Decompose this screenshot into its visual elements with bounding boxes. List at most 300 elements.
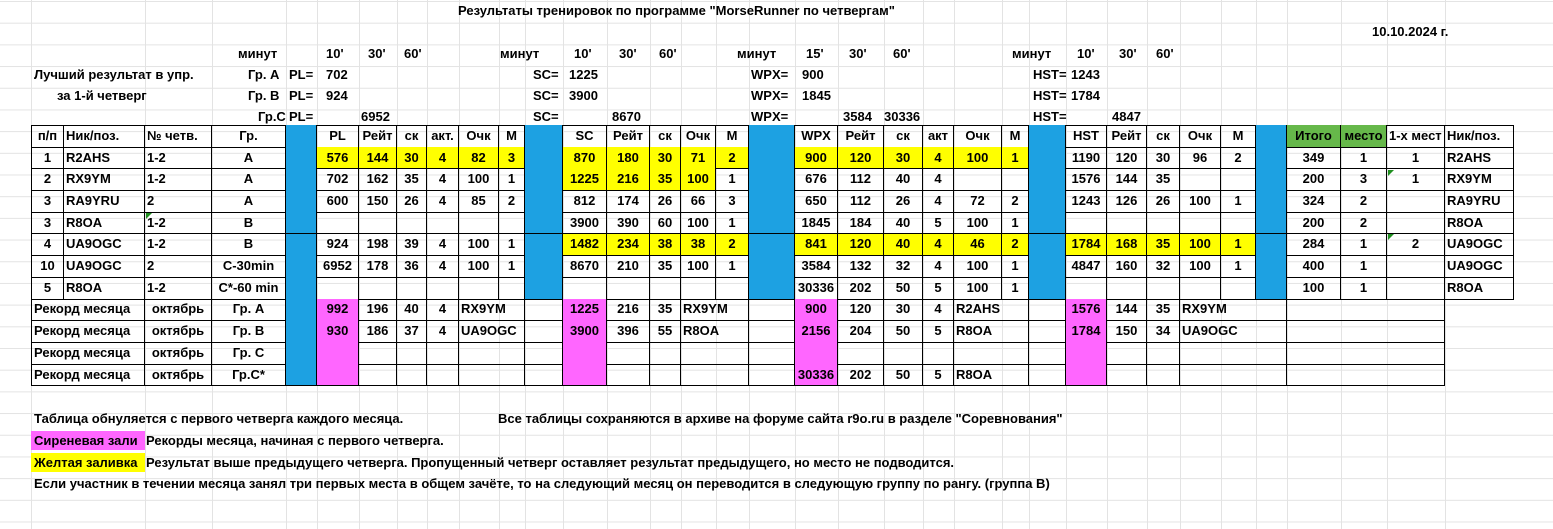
- table-cell: В: [212, 212, 286, 235]
- table-cell: 870: [563, 147, 607, 170]
- table-cell: 6952: [317, 255, 359, 278]
- comment-marker: [1388, 234, 1394, 240]
- table-cell: RA9YRU: [1445, 190, 1514, 213]
- note-reset: Таблица обнуляется с первого четверга каждого месяца.: [34, 411, 404, 426]
- best-pl-value: 6952: [361, 109, 390, 124]
- table-cell: 1: [1002, 277, 1029, 300]
- record-cell: 1576: [1066, 299, 1107, 322]
- record-cell: [1287, 342, 1445, 365]
- table-cell: [1387, 212, 1445, 235]
- table-cell: 1-2: [145, 212, 212, 235]
- record-cell: [1180, 342, 1287, 365]
- table-cell: RX9YM: [1445, 168, 1514, 191]
- table-cell: [1221, 212, 1256, 235]
- best-sc-value: 8670: [612, 109, 641, 124]
- table-cell: [317, 277, 359, 300]
- table-cell: UA9OGC: [1445, 234, 1514, 257]
- legend-yellow-swatch: Желтая заливка: [31, 453, 145, 472]
- best-header-pl-2: 30': [368, 46, 386, 61]
- record-cell: 930: [317, 320, 359, 343]
- table-cell: 100: [1180, 234, 1221, 257]
- table-cell: 3900: [563, 212, 607, 235]
- best-label: Лучший результат в упр.: [34, 67, 194, 82]
- table-cell: [286, 277, 317, 300]
- best-pl-key: PL=: [289, 88, 314, 103]
- table-cell: UA9OGC: [64, 255, 145, 278]
- table-cell: 3: [716, 190, 749, 213]
- record-month: октябрь: [145, 320, 212, 343]
- table-cell: [1147, 277, 1180, 300]
- table-cell: 4: [923, 147, 954, 170]
- record-cell: [212, 320, 286, 343]
- table-cell: 1-2: [145, 277, 212, 300]
- record-cell: 216: [607, 299, 650, 322]
- table-header-cell: М: [499, 125, 525, 148]
- table-cell: [525, 234, 563, 257]
- table-cell: 126: [1107, 190, 1147, 213]
- table-cell: 1784: [1066, 234, 1107, 257]
- best-wpx-value: 30336: [884, 109, 921, 124]
- table-cell: 100: [1180, 190, 1221, 213]
- table-cell: [525, 212, 563, 235]
- record-cell: [1287, 299, 1445, 322]
- best-header-hst-0: минут: [1012, 46, 1052, 61]
- table-cell: 35: [1147, 168, 1180, 191]
- table-header-cell: Очк: [1180, 125, 1221, 148]
- table-cell: [1180, 277, 1221, 300]
- sheet-title: Результаты тренировок по программе "MorseRunner по четвергам": [458, 3, 895, 18]
- record-cell: [459, 364, 525, 387]
- table-header-cell: Рейт: [1107, 125, 1147, 148]
- best-wpx-key: WPX=: [751, 88, 789, 103]
- table-cell: 112: [838, 190, 884, 213]
- table-cell: UA9OGC: [64, 234, 145, 257]
- table-cell: [1029, 255, 1066, 278]
- table-header-cell: PL: [317, 125, 359, 148]
- table-cell: [1066, 212, 1107, 235]
- table-cell: 30: [397, 147, 427, 170]
- table-cell: 1-2: [145, 234, 212, 257]
- table-cell: 202: [838, 277, 884, 300]
- record-cell: [1029, 342, 1066, 365]
- note-promotion: Если участник в течении месяца занял три первых места в общем зачёте, то на следующий месяц он переводится в следующую группу по рангу. (группа В): [34, 476, 1050, 491]
- table-header-cell: [286, 125, 317, 148]
- table-cell: 144: [359, 147, 397, 170]
- table-cell: [525, 168, 563, 191]
- table-cell: [286, 234, 317, 257]
- table-header-cell: ск: [884, 125, 923, 148]
- best-label-2: за 1-й четверг: [57, 88, 147, 103]
- table-cell: 150: [359, 190, 397, 213]
- table-cell: 1: [716, 255, 749, 278]
- record-cell: [1066, 342, 1107, 365]
- table-header-cell: 1-х мест: [1387, 125, 1445, 148]
- table-cell: [286, 190, 317, 213]
- record-cell: [286, 320, 317, 343]
- table-cell: 100: [459, 168, 499, 191]
- table-header-cell: Ник/поз.: [1445, 125, 1514, 148]
- record-cell: [427, 342, 459, 365]
- best-pl-value: 702: [326, 67, 348, 82]
- table-cell: 168: [1107, 234, 1147, 257]
- record-month: октябрь: [145, 299, 212, 322]
- table-header-cell: SC: [563, 125, 607, 148]
- table-cell: [397, 277, 427, 300]
- best-header-pl-3: 60': [404, 46, 422, 61]
- best-header-hst-2: 30': [1119, 46, 1137, 61]
- table-cell: RX9YM: [64, 168, 145, 191]
- table-cell: [525, 190, 563, 213]
- record-cell: [317, 364, 359, 387]
- table-cell: 1: [499, 255, 525, 278]
- record-cell: [359, 364, 397, 387]
- table-cell: 324: [1287, 190, 1341, 213]
- best-wpx-value: 900: [802, 67, 824, 82]
- table-cell: 1: [1341, 255, 1387, 278]
- record-cell: RX9YM: [459, 299, 525, 322]
- table-cell: R2AHS: [1445, 147, 1514, 170]
- table-cell: 1: [1002, 147, 1029, 170]
- best-hst-value: 1243: [1071, 67, 1100, 82]
- record-cell: [650, 342, 681, 365]
- table-cell: [1029, 168, 1066, 191]
- table-cell: 96: [1180, 147, 1221, 170]
- table-cell: 100: [954, 212, 1002, 235]
- table-cell: 180: [607, 147, 650, 170]
- table-header-cell: Рейт: [838, 125, 884, 148]
- record-cell: [525, 342, 563, 365]
- table-cell: 160: [1107, 255, 1147, 278]
- record-group: Гр. А: [212, 299, 286, 322]
- record-cell: 2156: [795, 320, 838, 343]
- table-cell: 100: [459, 234, 499, 257]
- table-cell: [563, 277, 607, 300]
- table-cell: [459, 277, 499, 300]
- table-cell: 5: [923, 277, 954, 300]
- table-cell: 35: [1147, 234, 1180, 257]
- table-header-cell: ск: [650, 125, 681, 148]
- record-cell: [525, 364, 563, 387]
- table-cell: 4: [427, 147, 459, 170]
- table-header-cell: ск: [1147, 125, 1180, 148]
- best-header-wpx-0: минут: [737, 46, 777, 61]
- record-cell: [359, 342, 397, 365]
- table-cell: 198: [359, 234, 397, 257]
- table-cell: UA9OGC: [1445, 255, 1514, 278]
- record-cell: [607, 342, 650, 365]
- table-cell: [1180, 168, 1221, 191]
- best-header-wpx-1: 15': [806, 46, 824, 61]
- table-header-cell: место: [1341, 125, 1387, 148]
- table-cell: 1: [1387, 168, 1445, 191]
- table-cell: [1029, 190, 1066, 213]
- record-label: Рекорд месяца: [31, 364, 145, 387]
- table-cell: 4: [427, 234, 459, 257]
- record-cell: [427, 364, 459, 387]
- record-cell: [1180, 364, 1287, 387]
- table-header-cell: [525, 125, 563, 148]
- record-cell: [1147, 342, 1180, 365]
- table-cell: [1387, 190, 1445, 213]
- record-cell: 35: [1147, 299, 1180, 322]
- legend-lilac-swatch: Сиреневая зали: [31, 431, 145, 450]
- record-cell: 900: [795, 299, 838, 322]
- table-cell: [1180, 212, 1221, 235]
- table-header-cell: п/п: [31, 125, 64, 148]
- record-cell: [749, 342, 795, 365]
- table-cell: 1: [1221, 234, 1256, 257]
- record-month: октябрь: [145, 364, 212, 387]
- table-cell: [749, 234, 795, 257]
- table-cell: 71: [681, 147, 716, 170]
- table-cell: [427, 212, 459, 235]
- table-cell: 1: [31, 147, 64, 170]
- table-cell: R2AHS: [64, 147, 145, 170]
- table-cell: [607, 277, 650, 300]
- table-cell: 2: [145, 255, 212, 278]
- table-header-cell: [1256, 125, 1287, 148]
- record-cell: [749, 299, 795, 322]
- table-cell: 2: [1341, 212, 1387, 235]
- record-cell: [286, 299, 317, 322]
- table-header-cell: Гр.: [212, 125, 286, 148]
- table-cell: 2: [716, 147, 749, 170]
- table-cell: 5: [923, 212, 954, 235]
- record-cell: 144: [1107, 299, 1147, 322]
- legend-yellow-text: Результат выше предыдущего четверга. Пропущенный четверг оставляет результат предыдущего, но место не подводится.: [146, 455, 955, 470]
- table-cell: 1576: [1066, 168, 1107, 191]
- table-cell: 4: [923, 255, 954, 278]
- record-cell: [397, 342, 427, 365]
- table-cell: 1225: [563, 168, 607, 191]
- record-cell: [1147, 364, 1180, 387]
- best-sc-key: SC=: [533, 109, 559, 124]
- table-cell: 100: [681, 212, 716, 235]
- table-cell: 2: [145, 190, 212, 213]
- table-cell: R8OA: [64, 277, 145, 300]
- table-header-cell: Очк: [954, 125, 1002, 148]
- table-cell: R8OA: [1445, 212, 1514, 235]
- table-cell: [1066, 277, 1107, 300]
- table-cell: 2: [1221, 147, 1256, 170]
- table-cell: 1-2: [145, 147, 212, 170]
- table-cell: [1256, 255, 1287, 278]
- table-cell: [499, 212, 525, 235]
- record-cell: 30: [884, 299, 923, 322]
- table-cell: [749, 168, 795, 191]
- record-cell: [884, 342, 923, 365]
- table-cell: 100: [1287, 277, 1341, 300]
- table-cell: 924: [317, 234, 359, 257]
- table-cell: [499, 277, 525, 300]
- table-cell: [1029, 234, 1066, 257]
- table-header-cell: акт.: [427, 125, 459, 148]
- record-cell: [1029, 299, 1066, 322]
- table-cell: 40: [884, 234, 923, 257]
- record-cell: 1225: [563, 299, 607, 322]
- table-cell: 26: [1147, 190, 1180, 213]
- table-cell: 26: [650, 190, 681, 213]
- table-cell: [1221, 277, 1256, 300]
- best-header-pl-0: минут: [238, 46, 278, 61]
- record-cell: R8OA: [954, 320, 1029, 343]
- table-cell: 132: [838, 255, 884, 278]
- table-header-cell: Итого: [1287, 125, 1341, 148]
- table-cell: [1029, 212, 1066, 235]
- record-cell: [212, 342, 286, 365]
- table-cell: 1: [1387, 147, 1445, 170]
- table-cell: 349: [1287, 147, 1341, 170]
- table-cell: 676: [795, 168, 838, 191]
- table-cell: 200: [1287, 212, 1341, 235]
- table-cell: 216: [607, 168, 650, 191]
- record-cell: UA9OGC: [459, 320, 525, 343]
- table-cell: 234: [607, 234, 650, 257]
- table-cell: А: [212, 147, 286, 170]
- table-cell: [427, 277, 459, 300]
- table-cell: 85: [459, 190, 499, 213]
- best-header-wpx-2: 30': [849, 46, 867, 61]
- record-cell: [607, 364, 650, 387]
- record-cell: [681, 342, 749, 365]
- best-header-sc-1: 10': [574, 46, 592, 61]
- table-header-cell: [749, 125, 795, 148]
- table-cell: 120: [838, 234, 884, 257]
- table-cell: 2: [1341, 190, 1387, 213]
- table-cell: 4: [427, 168, 459, 191]
- table-header-cell: Очк: [681, 125, 716, 148]
- best-group-label: Гр. В: [248, 88, 280, 103]
- table-cell: [716, 277, 749, 300]
- record-cell: R8OA: [681, 320, 749, 343]
- record-cell: 35: [650, 299, 681, 322]
- table-cell: 4: [427, 255, 459, 278]
- record-cell: [1107, 364, 1147, 387]
- table-cell: [1256, 277, 1287, 300]
- table-header-cell: Ник/поз.: [64, 125, 145, 148]
- table-cell: 184: [838, 212, 884, 235]
- table-cell: [749, 190, 795, 213]
- table-cell: 100: [954, 277, 1002, 300]
- table-cell: 3: [31, 212, 64, 235]
- record-cell: [681, 364, 749, 387]
- table-cell: 1: [716, 168, 749, 191]
- table-cell: 4: [923, 168, 954, 191]
- table-cell: 2: [716, 234, 749, 257]
- table-cell: [359, 212, 397, 235]
- record-cell: R2AHS: [954, 299, 1029, 322]
- best-hst-key: HST=: [1033, 88, 1067, 103]
- table-cell: 600: [317, 190, 359, 213]
- record-cell: 396: [607, 320, 650, 343]
- table-cell: [1256, 234, 1287, 257]
- table-cell: 2: [1002, 190, 1029, 213]
- record-cell: 196: [359, 299, 397, 322]
- table-cell: 26: [397, 190, 427, 213]
- table-cell: 26: [884, 190, 923, 213]
- table-cell: [1256, 212, 1287, 235]
- table-cell: 390: [607, 212, 650, 235]
- table-header-cell: WPX: [795, 125, 838, 148]
- comment-marker: [1388, 170, 1394, 176]
- table-cell: 1: [1341, 147, 1387, 170]
- record-month: октябрь: [145, 342, 212, 365]
- table-cell: 1845: [795, 212, 838, 235]
- table-cell: 702: [317, 168, 359, 191]
- table-cell: [1107, 277, 1147, 300]
- best-sc-value: 3900: [569, 88, 598, 103]
- best-header-wpx-3: 60': [893, 46, 911, 61]
- table-cell: 40: [884, 212, 923, 235]
- table-cell: [286, 168, 317, 191]
- table-cell: В: [212, 234, 286, 257]
- table-cell: 841: [795, 234, 838, 257]
- table-cell: 50: [884, 277, 923, 300]
- record-cell: [563, 342, 607, 365]
- record-cell: [525, 320, 563, 343]
- table-cell: [359, 277, 397, 300]
- record-cell: 204: [838, 320, 884, 343]
- record-cell: [317, 342, 359, 365]
- table-cell: 400: [1287, 255, 1341, 278]
- table-cell: [749, 212, 795, 235]
- record-group: Гр.С*: [212, 364, 286, 387]
- table-cell: [1029, 277, 1066, 300]
- table-cell: 1: [1341, 234, 1387, 257]
- table-cell: 1: [1341, 277, 1387, 300]
- table-cell: 1-2: [145, 168, 212, 191]
- record-cell: 202: [838, 364, 884, 387]
- record-cell: [1029, 364, 1066, 387]
- table-cell: 100: [1180, 255, 1221, 278]
- table-cell: 200: [1287, 168, 1341, 191]
- table-cell: 36: [397, 255, 427, 278]
- record-cell: 37: [397, 320, 427, 343]
- table-cell: 120: [838, 147, 884, 170]
- table-cell: 35: [397, 168, 427, 191]
- table-cell: 60: [650, 212, 681, 235]
- record-cell: 50: [884, 320, 923, 343]
- table-cell: А: [212, 168, 286, 191]
- table-cell: 144: [1107, 168, 1147, 191]
- record-cell: 1784: [1066, 320, 1107, 343]
- table-cell: [749, 277, 795, 300]
- record-cell: 5: [923, 364, 954, 387]
- table-cell: [286, 212, 317, 235]
- best-hst-value: 4847: [1112, 109, 1141, 124]
- table-cell: 82: [459, 147, 499, 170]
- table-cell: 1: [716, 212, 749, 235]
- record-cell: [1066, 364, 1107, 387]
- record-cell: 120: [838, 299, 884, 322]
- best-header-sc-2: 30': [619, 46, 637, 61]
- record-cell: [525, 299, 563, 322]
- table-cell: 162: [359, 168, 397, 191]
- table-cell: 1: [1002, 212, 1029, 235]
- best-hst-key: HST=: [1033, 67, 1067, 82]
- table-cell: 32: [1147, 255, 1180, 278]
- record-cell: [286, 364, 317, 387]
- best-sc-key: SC=: [533, 88, 559, 103]
- comment-marker: [146, 213, 152, 219]
- table-cell: [1256, 190, 1287, 213]
- best-sc-value: 1225: [569, 67, 598, 82]
- record-label: Рекорд месяца: [31, 299, 145, 322]
- table-cell: 39: [397, 234, 427, 257]
- record-cell: R8OA: [954, 364, 1029, 387]
- best-hst-value: 1784: [1071, 88, 1100, 103]
- table-cell: 1190: [1066, 147, 1107, 170]
